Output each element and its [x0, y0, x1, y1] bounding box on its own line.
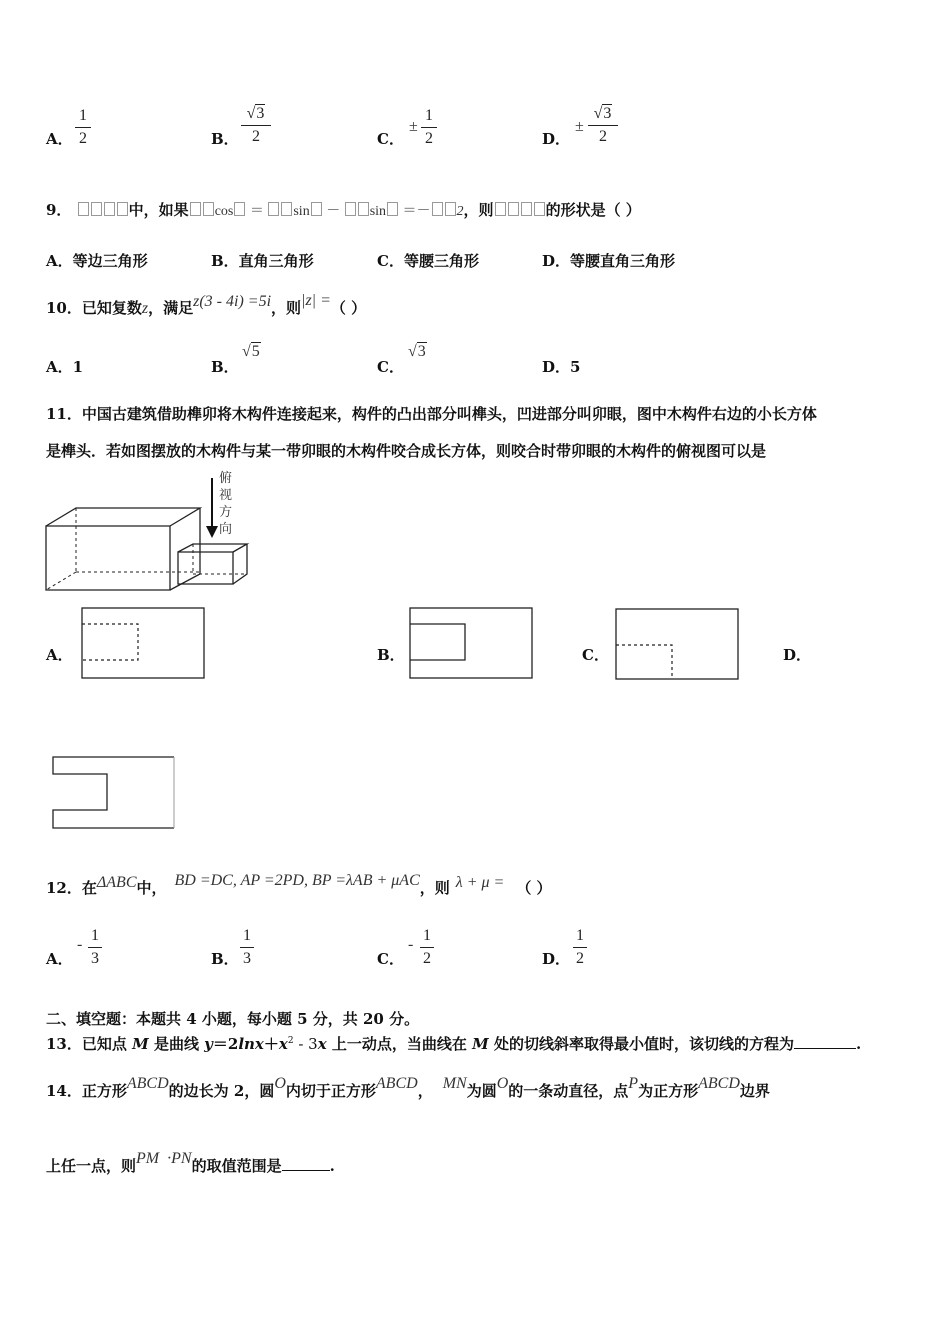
q12-a-numerator: 1 — [91, 927, 99, 944]
q12-option-d-fraction — [573, 926, 587, 969]
q12-text-1: 中， — [136, 879, 167, 897]
q9-eq1: ＝ — [249, 204, 264, 219]
q9-const: 2 — [456, 204, 464, 219]
q10-paren: （ ） — [330, 299, 367, 317]
q13-curve-y: y — [204, 1035, 213, 1053]
q13-curve-exp: 2 — [287, 1036, 294, 1046]
dir-char-4: 向 — [219, 522, 233, 537]
q12-d-numerator: 1 — [576, 927, 584, 944]
q12-stem — [46, 872, 552, 898]
q8-option-d-fraction: √3 2 — [588, 104, 618, 147]
q8-option-a-label: A． — [46, 130, 73, 148]
q10-option-c-sqrt: √3 — [408, 343, 426, 360]
q14-circle-2: O — [496, 1075, 509, 1092]
q9-eq2: ＝－ — [402, 204, 431, 219]
q8-option-b-label: B． — [211, 130, 239, 148]
q13-curve-minus: - 3 — [293, 1035, 318, 1053]
q14-circle-1: O — [274, 1075, 286, 1092]
q8-b-radicand: 3 — [256, 105, 265, 122]
tenon-front — [178, 552, 233, 584]
q9-sin-2: sin — [369, 204, 387, 219]
q10-c-radicand: 3 — [417, 343, 426, 360]
q13-text-1: 13．已知点 — [46, 1035, 133, 1053]
q11-option-b-label: B． — [377, 646, 405, 664]
q8-d-radicand: 3 — [603, 105, 612, 122]
q8-b-denominator: 2 — [252, 128, 260, 145]
q12-condition: BD =DC, AP =2PD, BP =λAB + μAC — [174, 872, 420, 889]
q11-option-c-view — [614, 607, 742, 683]
q14-text-3: 内切于正方形 — [285, 1082, 376, 1100]
q13-curve-x2: x — [317, 1035, 327, 1053]
q14-text-10: 的取值范围是 — [191, 1157, 282, 1175]
q13-end: . — [855, 1035, 862, 1053]
q12-option-c-fraction — [420, 926, 434, 969]
q8-option-b-fraction: √3 2 — [241, 104, 271, 147]
tenon-top — [178, 544, 247, 552]
q9-stem — [46, 199, 641, 220]
q14-square-1: ABCD — [126, 1075, 169, 1092]
q14-text-6: 的一条动直径，点 — [508, 1082, 629, 1100]
q14-text-9: 上任一点，则 — [46, 1157, 137, 1175]
q12-option-a-label: A． — [46, 950, 73, 968]
q10-text-1: ，满足 — [148, 299, 194, 317]
section-2-title: 二、填空题：本题共 4 小题，每小题 5 分，共 20 分。 — [46, 1010, 420, 1028]
q10-option-a: A．1 — [46, 358, 84, 376]
arrow-head-icon — [206, 526, 218, 538]
big-box-front — [46, 526, 170, 590]
q9-option-c: C．等腰三角形 — [377, 252, 479, 270]
q14-text-4: ， — [417, 1082, 433, 1100]
q12-option-d-label: D． — [542, 950, 571, 968]
q9-option-d: D．等腰直角三角形 — [542, 252, 676, 270]
q9-sin-1: sin — [293, 204, 310, 219]
q13-curve-plus: ＋ — [263, 1035, 279, 1053]
q12-text-2: ，则 — [419, 879, 450, 897]
tenon-side — [233, 544, 247, 584]
big-box-top — [46, 508, 200, 526]
q8-d-denominator: 2 — [599, 128, 607, 145]
q14-stem-line-1 — [46, 1075, 770, 1101]
q13-text-2: 是曲线 — [148, 1035, 205, 1053]
q14-answer-blank[interactable] — [282, 1170, 330, 1171]
q13-point-m: M — [132, 1035, 149, 1053]
q13-curve-coef: ＝2 — [212, 1035, 239, 1053]
q9-option-b: B．直角三角形 — [211, 252, 314, 270]
q10-option-c-label: C． — [377, 358, 404, 376]
q10-number: 10．已知复数 — [46, 299, 142, 317]
q11-line-1: 11．中国古建筑借助榫卯将木构件连接起来，构件的凸出部分叫榫头，凹进部分叫卯眼，图中木构件右边的小长方体 — [46, 405, 817, 423]
q11-line-2: 是榫头．若如图摆放的木构件与某一带卯眼的木构件咬合成长方体，则咬合时带卯眼的木构件的俯视图可以是 — [46, 442, 767, 460]
q14-stem-line-2 — [46, 1150, 335, 1176]
q8-a-denominator: 2 — [79, 130, 87, 147]
q10-option-d: D．5 — [542, 358, 581, 376]
q10-option-b-sqrt: √5 — [242, 343, 260, 360]
q12-c-sign: - — [408, 936, 414, 953]
q13-point-m-2: M — [472, 1035, 489, 1053]
q8-a-numerator: 1 — [79, 107, 87, 124]
q10-text-2: ，则 — [271, 299, 302, 317]
q8-option-c-fraction — [421, 106, 437, 149]
q12-b-numerator: 1 — [243, 927, 251, 944]
q11-option-a-label: A． — [46, 646, 73, 664]
q13-answer-blank[interactable] — [794, 1048, 856, 1049]
q10-abs-z: |z| = — [301, 292, 331, 309]
view-direction-label — [219, 470, 235, 538]
q10-z: z — [141, 300, 149, 317]
q12-option-c-label: C． — [377, 950, 404, 968]
q13-text-4: 处的切线斜率取得最小值时，该切线的方程为 — [488, 1035, 794, 1053]
q11-option-d-label: D． — [783, 646, 812, 664]
q12-triangle: ΔABC — [96, 874, 137, 891]
q9-text-1: 中，如果 — [128, 201, 189, 219]
q8-c-plusminus: ± — [409, 118, 418, 135]
q12-a-denominator: 3 — [91, 950, 99, 967]
q9-option-a: A．等边三角形 — [46, 252, 148, 270]
dir-char-1: 俯 — [219, 471, 233, 486]
q14-square-2: ABCD — [375, 1075, 418, 1092]
q8-c-numerator: 1 — [425, 107, 433, 124]
q14-diameter: MN — [442, 1075, 467, 1092]
q12-a-sign: - — [77, 936, 83, 953]
q12-option-a-fraction — [88, 926, 102, 969]
q11-option-d-view — [50, 754, 180, 832]
q13-stem — [46, 1033, 861, 1054]
q14-square-3: ABCD — [698, 1075, 740, 1092]
q12-c-denominator: 2 — [423, 950, 431, 967]
q9-cos: cos — [214, 204, 234, 219]
q12-ask: λ + μ = — [455, 874, 505, 891]
q14-text-8: 边界 — [739, 1082, 770, 1100]
q12-option-b-label: B． — [211, 950, 239, 968]
q14-text-1: 14．正方形 — [46, 1082, 127, 1100]
q14-text-7: 为正方形 — [638, 1082, 699, 1100]
q12-d-denominator: 2 — [576, 950, 584, 967]
q9-minus: － — [326, 204, 341, 219]
q8-c-denominator: 2 — [425, 130, 433, 147]
q13-curve-x: x — [278, 1035, 288, 1053]
q10-b-radicand: 5 — [251, 343, 260, 360]
q8-option-a-fraction — [75, 106, 91, 149]
q10-stem — [46, 292, 367, 318]
q8-d-plusminus: ± — [575, 118, 584, 135]
q13-curve-ln: lnx — [238, 1035, 264, 1053]
q11-option-c-label: C． — [582, 646, 609, 664]
q13-text-3: 上一动点，当曲线在 — [326, 1035, 473, 1053]
q10-equation: z(3 - 4i) =5i — [193, 293, 272, 310]
q9-text-2: ，则 — [463, 201, 494, 219]
q14-text-5: 为圆 — [466, 1082, 497, 1100]
q12-number: 12．在 — [46, 879, 97, 897]
q11-option-a-view — [80, 606, 208, 681]
q8-option-d-label: D． — [542, 130, 571, 148]
q9-number: 9． — [46, 201, 72, 219]
q14-point-p: P — [628, 1075, 639, 1092]
q10-option-b-label: B． — [211, 358, 239, 376]
q12-option-b-fraction — [240, 926, 254, 969]
q11-component-figure — [40, 470, 280, 598]
q9-text-3: 的形状是（ ） — [545, 201, 641, 219]
q8-option-c-label: C． — [377, 130, 404, 148]
q14-text-2: 的边长为 2，圆 — [168, 1082, 275, 1100]
q14-dot-product: PM ·PN — [136, 1150, 192, 1167]
dir-char-2: 视 — [219, 488, 233, 503]
dir-char-3: 方 — [219, 505, 233, 520]
q12-paren: （ ） — [516, 879, 552, 897]
q11-option-b-view — [408, 606, 536, 681]
q14-end: . — [329, 1157, 335, 1175]
q12-c-numerator: 1 — [423, 927, 431, 944]
q12-b-denominator: 3 — [243, 950, 251, 967]
